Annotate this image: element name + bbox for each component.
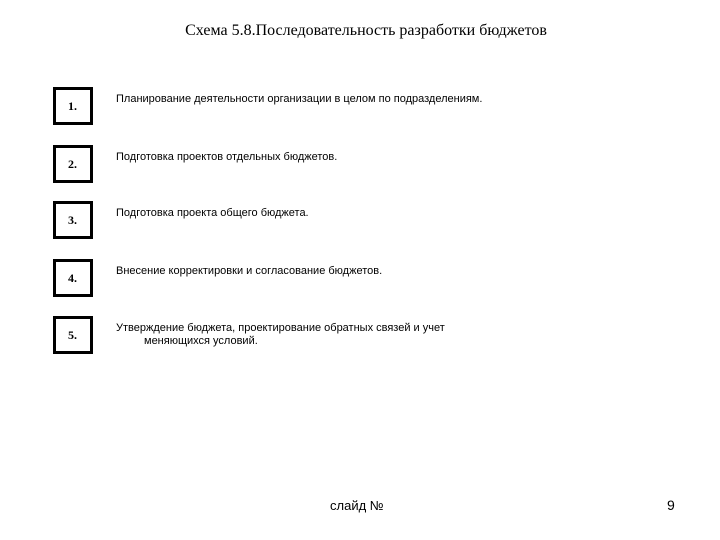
step-text: Утверждение бюджета, проектирование обратных связей и учет меняющихся условий. — [116, 322, 445, 347]
step-number-box — [53, 201, 93, 239]
step-text: Подготовка проекта общего бюджета. — [116, 207, 309, 219]
step-row — [53, 87, 673, 137]
step-text: Внесение корректировки и согласование бюджетов. — [116, 265, 383, 277]
step-number-box — [53, 145, 93, 183]
step-number: 2. — [68, 157, 77, 171]
step-row — [53, 145, 673, 195]
step-text: Планирование деятельности организации в целом по подразделениям. — [116, 93, 483, 105]
step-number-box — [53, 87, 93, 125]
step-text: Подготовка проектов отдельных бюджетов. — [116, 151, 338, 163]
step-number: 5. — [68, 328, 77, 342]
step-row — [53, 259, 673, 309]
step-number-box — [53, 259, 93, 297]
page-number: 9 — [667, 497, 675, 513]
step-row — [53, 201, 673, 251]
step-row — [53, 316, 673, 366]
step-number: 3. — [68, 213, 77, 227]
step-number: 4. — [68, 271, 77, 285]
step-number: 1. — [68, 99, 77, 113]
diagram-title: Схема 5.8.Последовательность разработки бюджетов — [185, 22, 547, 39]
step-number-box — [53, 316, 93, 354]
slide-label: слайд № — [330, 498, 384, 513]
